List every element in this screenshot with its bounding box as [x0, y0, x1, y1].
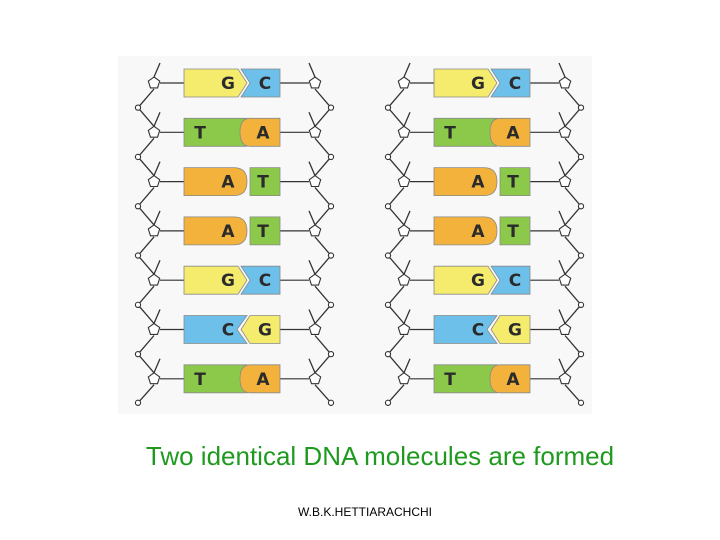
- molecule-2-base-5-right-label: C: [508, 271, 522, 292]
- molecule-1-right-phosphate-3: [328, 204, 333, 209]
- molecule-2-base-3-right-label: T: [507, 172, 519, 193]
- molecule-1-base-1-right-label: C: [258, 74, 272, 94]
- molecule-2-right-phosphate-3: [578, 204, 583, 209]
- molecule-2-base-6-left-label: C: [471, 320, 485, 341]
- molecule-2-base-2-right-label: A: [506, 123, 520, 144]
- molecule-2-base-1-right-label: C: [508, 74, 522, 94]
- molecule-1-left-phosphate-1: [135, 105, 140, 110]
- molecule-2-right-phosphate-4: [578, 253, 583, 258]
- molecule-1-base-5-left-G: [184, 266, 247, 294]
- molecule-1-base-6-left-label: C: [221, 320, 235, 341]
- molecule-2-base-1-left-label: G: [471, 74, 485, 94]
- molecule-2-right-phosphate-7: [578, 400, 583, 405]
- molecule-2-base-4-left-A: [434, 217, 497, 245]
- molecule-1-left-phosphate-5: [135, 302, 140, 307]
- molecule-2-left-phosphate-1: [385, 105, 390, 110]
- molecule-2-base-1-left-G: [434, 69, 497, 97]
- molecule-1-base-3-right-label: T: [257, 172, 269, 193]
- molecule-2-base-2-left-label: T: [444, 123, 456, 144]
- molecule-2-base-4-right-label: T: [507, 221, 519, 242]
- molecule-1-left-phosphate-2: [135, 154, 140, 159]
- molecule-2-left-phosphate-6: [385, 352, 390, 357]
- molecule-1-right-phosphate-2: [328, 154, 333, 159]
- molecule-1-right-phosphate-6: [328, 352, 333, 357]
- molecule-1-base-2-right-label: A: [256, 123, 270, 144]
- molecule-1-right-phosphate-5: [328, 302, 333, 307]
- molecule-1-base-7-left-label: T: [194, 369, 206, 390]
- molecule-1-base-4-left-label: A: [221, 221, 235, 242]
- molecule-2-base-7-right-label: A: [506, 369, 520, 390]
- molecule-2-base-3-left-A: [434, 168, 497, 196]
- molecule-1-right-phosphate-7: [328, 400, 333, 405]
- molecule-1-base-5-left-label: G: [221, 271, 235, 292]
- molecule-2-left-phosphate-2: [385, 154, 390, 159]
- molecule-2-base-4-left-label: A: [471, 221, 485, 242]
- molecule-2-right-phosphate-5: [578, 302, 583, 307]
- molecule-1-base-2-left-label: T: [194, 123, 206, 144]
- molecule-2-left-phosphate-3: [385, 204, 390, 209]
- molecule-2-right-phosphate-1: [578, 105, 583, 110]
- molecule-2-left-phosphate-7: [385, 400, 390, 405]
- molecule-1-base-3-left-A: [184, 168, 247, 196]
- molecule-1-left-phosphate-6: [135, 352, 140, 357]
- molecule-1-base-1-left-G: [184, 69, 247, 97]
- molecule-1-left-phosphate-3: [135, 204, 140, 209]
- molecule-2-base-7-left-label: T: [444, 369, 456, 390]
- molecule-1-base-5-right-label: C: [258, 271, 272, 292]
- molecule-1-base-1-left-label: G: [221, 74, 235, 94]
- molecule-2-left-phosphate-5: [385, 302, 390, 307]
- molecule-1-right-phosphate-1: [328, 105, 333, 110]
- molecule-2-base-5-left-G: [434, 266, 497, 294]
- molecule-1-left-phosphate-4: [135, 253, 140, 258]
- author-credit: W.B.K.HETTIARACHCHI: [297, 505, 432, 519]
- molecule-1-base-4-left-A: [184, 217, 247, 245]
- molecule-1-base-3-left-label: A: [221, 172, 235, 193]
- molecule-1-base-4-right-label: T: [257, 221, 269, 242]
- molecule-2-base-6-right-label: G: [508, 320, 522, 341]
- molecule-1-base-7-right-label: A: [256, 369, 270, 390]
- molecule-1-right-phosphate-4: [328, 253, 333, 258]
- slide-caption: Two identical DNA molecules are formed: [145, 441, 615, 471]
- molecule-2-base-5-left-label: G: [471, 271, 485, 292]
- molecule-1-left-phosphate-7: [135, 400, 140, 405]
- molecule-2-right-phosphate-2: [578, 154, 583, 159]
- molecule-2-base-3-left-label: A: [471, 172, 485, 193]
- molecule-2-left-phosphate-4: [385, 253, 390, 258]
- molecule-2-right-phosphate-6: [578, 352, 583, 357]
- molecule-1-base-6-right-label: G: [258, 320, 272, 341]
